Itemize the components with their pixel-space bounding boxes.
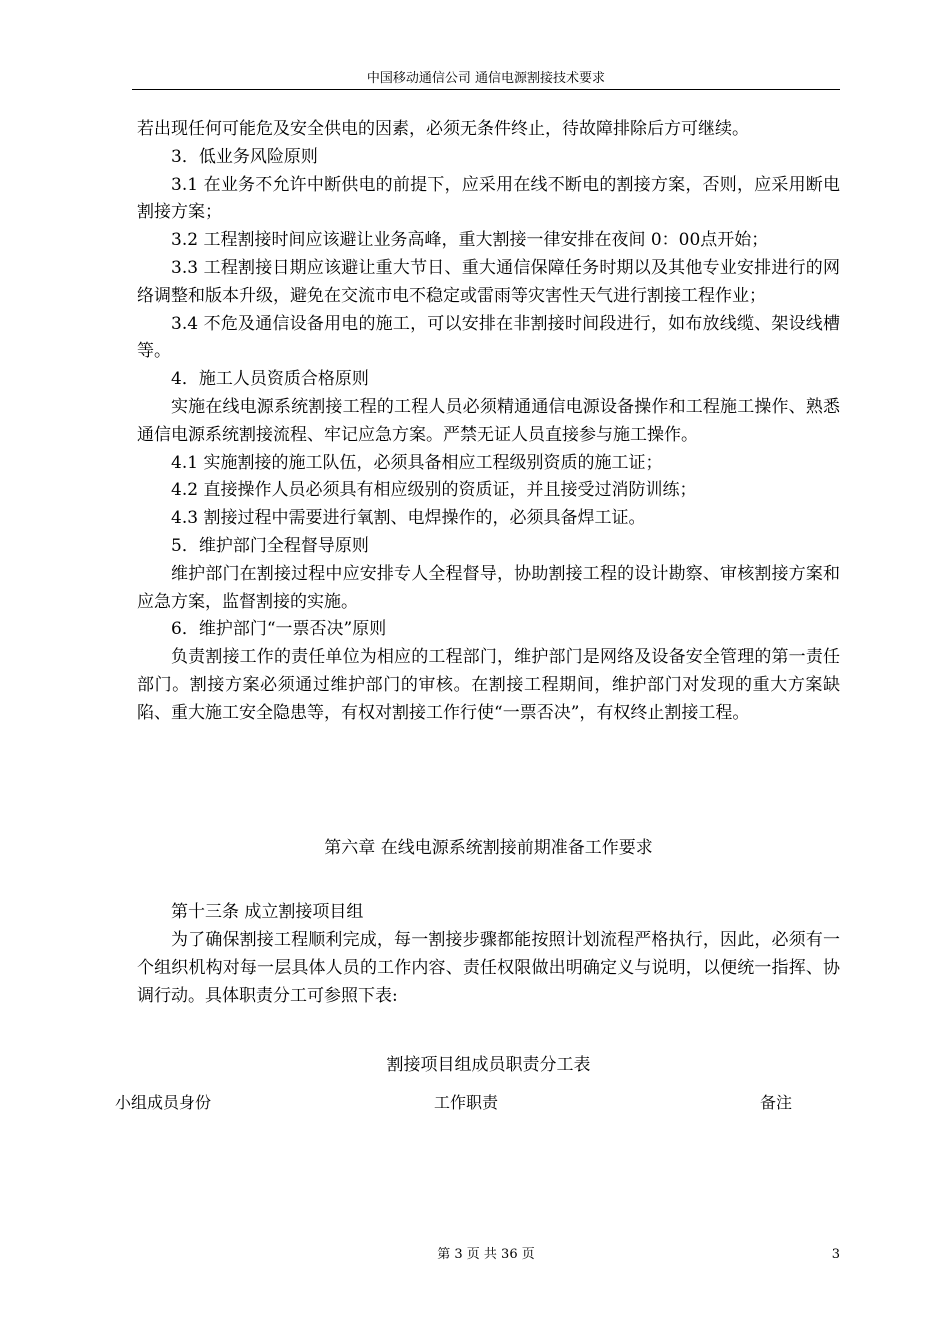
section-heading: 6．维护部门“一票否决”原则 xyxy=(171,619,387,640)
section-heading: 4．施工人员资质合格原则 xyxy=(171,369,369,390)
page-footer: 第 3 页 共 36 页 xyxy=(437,1247,535,1262)
table-header-member-role: 小组成员身份 xyxy=(115,1093,212,1112)
paragraph: 维护部门在割接过程中应安排专人全程督导，协助割接工程的设计勘察、审核割接方案和应急方案，监督割接的实施。 xyxy=(137,563,840,612)
paragraph: 若出现任何可能危及安全供电的因素，必须无条件终止，待故障排除后方可继续。 xyxy=(137,119,749,139)
page-number: 3 xyxy=(831,1247,840,1262)
paragraph: 3.3 工程割接日期应该避让重大节日、重大通信保障任务时期以及其他专业安排进行的网络调整和版本升级，避免在交流市电不稳定或雷雨等灾害性天气进行割接工程作业； xyxy=(137,257,840,306)
paragraph: 4.1 实施割接的施工队伍，必须具备相应工程级别资质的施工证； xyxy=(171,452,663,473)
paragraph: 4.3 割接过程中需要进行氧割、电焊操作的，必须具备焊工证。 xyxy=(171,508,646,529)
paragraph: 3.1 在业务不允许中断供电的前提下，应采用在线不断电的割接方案，否则，应采用断电割接方案； xyxy=(137,174,840,223)
chapter-title: 第六章 在线电源系统割接前期准备工作要求 xyxy=(324,838,653,858)
table-title: 割接项目组成员职责分工表 xyxy=(386,1055,591,1075)
paragraph: 实施在线电源系统割接工程的工程人员必须精通通信电源设备操作和工程施工操作、熟悉通信电源系统割接流程、牢记应急方案。严禁无证人员直接参与施工操作。 xyxy=(137,396,840,445)
article-block xyxy=(137,898,840,1010)
section-heading: 3．低业务风险原则 xyxy=(171,146,318,167)
body-text xyxy=(137,116,840,728)
running-header: 中国移动通信公司 通信电源割接技术要求 xyxy=(366,71,606,86)
paragraph: 负责割接工作的责任单位为相应的工程部门，维护部门是网络及设备安全管理的第一责任部门。割接方案必须通过维护部门的审核。在割接工程期间，维护部门对发现的重大方案缺陷、重大施工安全隐患等，有权对割接工作行使“一票否决”，有权终止割接工程。 xyxy=(137,647,840,723)
table-header-duties: 工作职责 xyxy=(434,1093,499,1112)
table-header-remarks: 备注 xyxy=(760,1093,793,1112)
article-text: 为了确保割接工程顺利完成，每一割接步骤都能按照计划流程严格执行，因此，必须有一个组织机构对每一层具体人员的工作内容、责任权限做出明确定义与说明，以便统一指挥、协调行动。具体职责分工可参照下表: xyxy=(137,930,840,1006)
paragraph: 3.2 工程割接时间应该避让业务高峰，重大割接一律安排在夜间 0：00点开始； xyxy=(171,230,769,251)
section-heading: 5．维护部门全程督导原则 xyxy=(171,535,369,556)
paragraph: 3.4 不危及通信设备用电的施工，可以安排在非割接时间段进行，如布放线缆、架设线槽等。 xyxy=(137,313,840,362)
article-title: 第十三条 成立割接项目组 xyxy=(171,902,364,922)
header-divider xyxy=(132,89,840,90)
paragraph: 4.2 直接操作人员必须具有相应级别的资质证，并且接受过消防训练； xyxy=(171,480,697,501)
